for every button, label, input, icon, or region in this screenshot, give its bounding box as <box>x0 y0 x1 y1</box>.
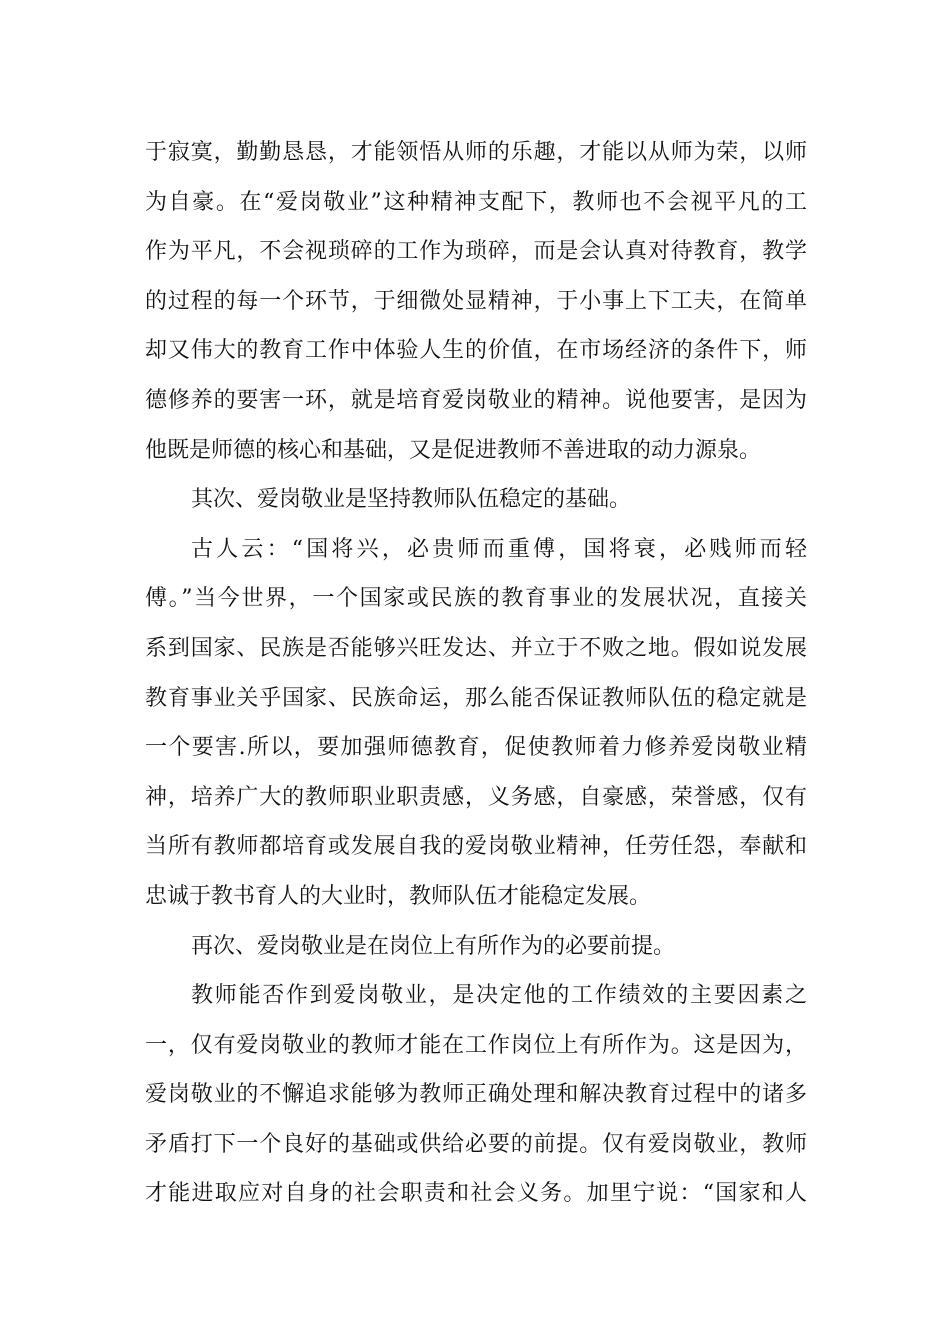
text-line: 傅。”当今世界，一个国家或民族的教育事业的发展状况，直接关 <box>145 586 807 612</box>
text-line: 的过程的每一个环节，于细微处显精神，于小事上下工夫，在简单 <box>145 288 807 314</box>
text-line: 为自豪。在“爱岗敬业”这种精神支配下，教师也不会视平凡的工 <box>145 189 807 215</box>
text-line: 古人云：“国将兴，必贵师而重傅，国将衰，必贱师而轻 <box>191 536 807 562</box>
text-line: 作为平凡，不会视琐碎的工作为琐碎，而是会认真对待教育，教学 <box>145 239 807 265</box>
text-line: 却又伟大的教育工作中体验人生的价值，在市场经济的条件下，师 <box>145 338 807 364</box>
text-line: 矛盾打下一个良好的基础或供给必要的前提。仅有爱岗敬业，教师 <box>145 1131 807 1157</box>
text-line: 系到国家、民族是否能够兴旺发达、并立于不败之地。假如说发展 <box>145 635 807 661</box>
text-line: 其次、爱岗敬业是坚持教师队伍稳定的基础。 <box>191 487 632 513</box>
text-line: 再次、爱岗敬业是在岗位上有所作为的必要前提。 <box>191 933 676 959</box>
text-line: 当所有教师都培育或发展自我的爱岗敬业精神，任劳任怨，奉献和 <box>145 834 807 860</box>
text-line: 忠诚于教书育人的大业时，教师队伍才能稳定发展。 <box>145 883 652 909</box>
text-line: 教育事业关乎国家、民族命运，那么能否保证教师队伍的稳定就是 <box>145 685 807 711</box>
text-line: 于寂寞，勤勤恳恳，才能领悟从师的乐趣，才能以从师为荣，以师 <box>145 140 807 165</box>
text-line: 一个要害.所以，要加强师德教育，促使教师着力修养爱岗敬业精 <box>145 735 807 761</box>
document-body <box>145 128 807 1219</box>
text-line: 教师能否作到爱岗敬业，是决定他的工作绩效的主要因素之 <box>191 983 807 1009</box>
text-line: 爱岗敬业的不懈追求能够为教师正确处理和解决教育过程中的诸多 <box>145 1082 807 1108</box>
text-line: 一，仅有爱岗敬业的教师才能在工作岗位上有所作为。这是因为， <box>145 1032 807 1058</box>
text-line: 德修养的要害一环，就是培育爱岗敬业的精神。说他要害，是因为 <box>145 387 807 413</box>
text-line: 神，培养广大的教师职业职责感，义务感，自豪感，荣誉感，仅有 <box>145 784 807 810</box>
text-line: 他既是师德的核心和基础，又是促进教师不善进取的动力源泉。 <box>145 437 762 463</box>
text-line: 才能进取应对自身的社会职责和社会义务。加里宁说：“国家和人 <box>145 1181 807 1207</box>
